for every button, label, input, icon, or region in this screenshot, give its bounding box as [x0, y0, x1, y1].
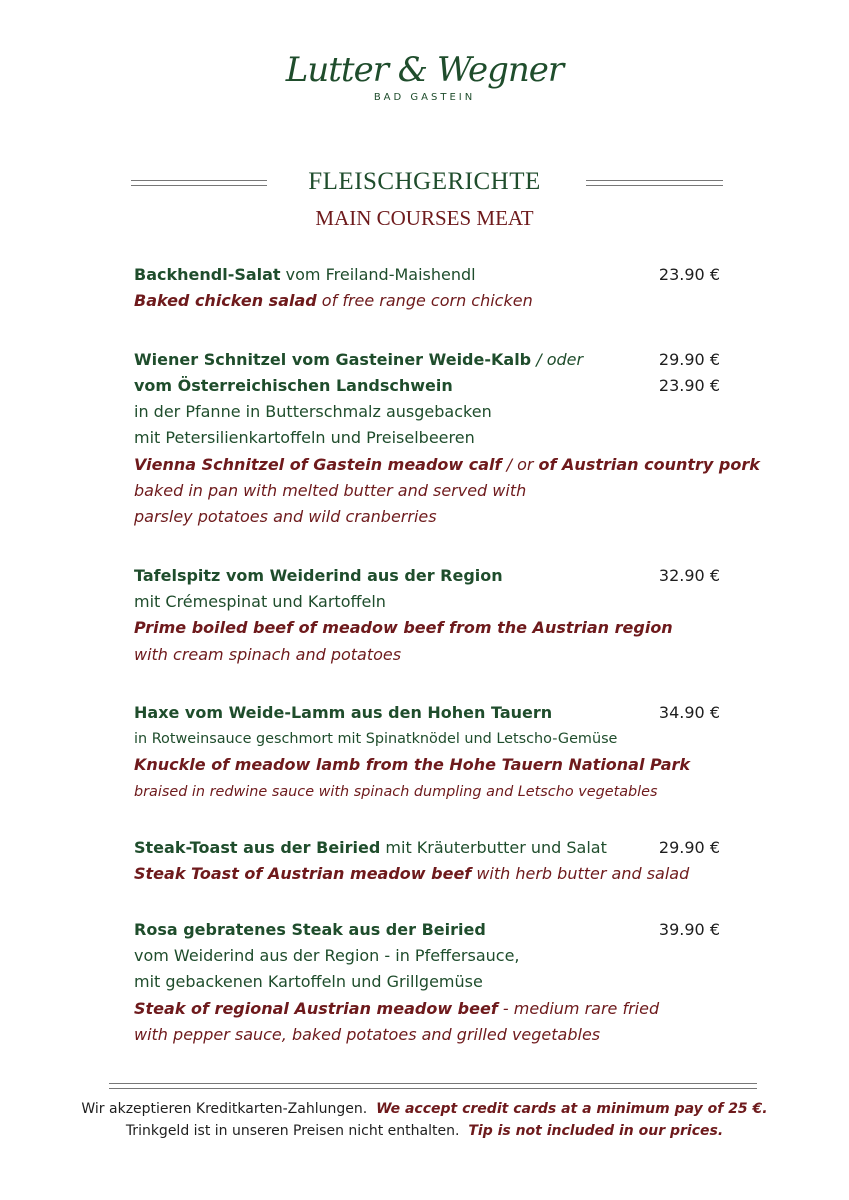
item-name-de: Steak-Toast aus der Beiried — [134, 838, 381, 858]
item-desc-de: vom Weiderind aus der Region - in Pfeffersauce, — [134, 945, 520, 965]
item-price: 29.90 € — [658, 838, 720, 858]
footer-rule — [109, 1083, 757, 1089]
item-desc-de: in Rotweinsauce geschmort mit Spinatknödel und Letscho-Gemüse — [134, 731, 618, 748]
item-de-line — [134, 835, 720, 861]
item-en-line — [134, 288, 720, 314]
item-name-en: Steak of regional Austrian meadow beef — [134, 998, 498, 1018]
footer-notice — [0, 1098, 849, 1142]
menu-list — [134, 262, 760, 1048]
item-desc-en: of free range corn chicken — [316, 291, 533, 311]
item-desc-de: mit Kräuterbutter und Salat — [380, 838, 607, 858]
item-name-de: Backhendl-Salat — [134, 265, 281, 284]
item-price: 29.90 € — [658, 349, 720, 369]
item-name-de: Tafelspitz vom Weiderind aus der Region — [134, 565, 503, 585]
item-desc-de: mit Crémespinat und Kartoffeln — [134, 591, 386, 611]
item-price: 23.90 € — [658, 375, 720, 395]
item-desc-en: - medium rare fried — [497, 998, 660, 1018]
item-de-line — [134, 373, 720, 399]
item-desc-en: with cream spinach and potatoes — [134, 644, 402, 664]
item-desc-en: baked in pan with melted butter and served with — [134, 481, 527, 501]
item-name-de: Rosa gebratenes Steak aus der Beiried — [134, 919, 486, 939]
item-name-de: vom Österreichischen Landschwein — [134, 375, 453, 395]
item-price: 32.90 € — [658, 565, 720, 585]
item-desc-de: mit gebackenen Kartoffeln und Grillgemüse — [134, 972, 483, 992]
item-desc-de: / oder — [531, 349, 584, 369]
item-name-en: Steak Toast of Austrian meadow beef — [134, 864, 472, 884]
item-en-line — [134, 452, 760, 478]
item-price: 34.90 € — [658, 702, 720, 722]
item-name-de: Haxe vom Weide-Lamm aus den Hohen Tauern — [134, 702, 553, 722]
menu-item-tafelspitz — [134, 563, 720, 668]
item-de-line — [134, 917, 720, 943]
item-desc-en: braised in redwine sauce with spinach dumpling and Letscho vegetables — [134, 783, 658, 800]
item-de-line — [134, 262, 720, 288]
menu-item-steak-toast — [134, 835, 720, 888]
item-desc-de: in der Pfanne in Butterschmalz ausgebacken — [134, 402, 492, 422]
item-desc-en: with herb butter and salad — [471, 864, 690, 884]
item-name-en: Baked chicken salad — [134, 291, 317, 311]
item-en-line — [134, 752, 720, 778]
menu-item-wiener-schnitzel — [134, 347, 760, 531]
item-desc-en: parsley potatoes and wild cranberries — [134, 507, 437, 527]
item-name-en: of Austrian country pork — [538, 454, 760, 474]
footer-tip-de: Trinkgeld ist in unseren Preisen nicht enthalten. — [125, 1123, 460, 1139]
item-name-en: Vienna Schnitzel of Gastein meadow calf — [134, 454, 502, 474]
item-de-line — [134, 700, 720, 726]
section-title-de: FLEISCHGERICHTE — [308, 168, 541, 195]
item-desc-de: mit Petersilienkartoffeln und Preiselbeeren — [134, 428, 475, 448]
item-de-line — [134, 563, 720, 589]
item-price: 23.90 € — [658, 265, 720, 284]
item-name-en: Prime boiled beef of meadow beef from the Austrian region — [134, 618, 673, 638]
item-desc-en: / or — [501, 454, 539, 474]
item-desc-de: vom Freiland-Maishendl — [280, 265, 476, 284]
footer-line-credit-cards — [0, 1098, 849, 1120]
item-name-de: Wiener Schnitzel vom Gasteiner Weide-Kalb — [134, 349, 532, 369]
menu-item-backhendl-salat — [134, 262, 720, 315]
footer-credit-de: Wir akzeptieren Kreditkarten-Zahlungen. — [81, 1101, 368, 1117]
item-name-en: Knuckle of meadow lamb from the Hohe Tauern National Park — [134, 755, 691, 775]
logo-location: BAD GASTEIN — [373, 92, 476, 103]
footer-credit-en: We accept credit cards at a minimum pay of 25 €. — [376, 1101, 768, 1117]
item-price: 39.90 € — [658, 919, 720, 939]
item-en-line — [134, 861, 720, 887]
brand-logo — [0, 50, 849, 103]
item-de-line — [134, 347, 720, 373]
item-en-line — [134, 996, 720, 1022]
footer-line-tip — [0, 1120, 849, 1142]
menu-item-rosa-steak — [134, 917, 720, 1048]
item-desc-en: with pepper sauce, baked potatoes and grilled vegetables — [134, 1024, 601, 1044]
section-title-en: MAIN COURSES MEAT — [315, 206, 534, 230]
logo-wordmark: Lutter & Wegner — [285, 50, 564, 90]
footer-tip-en: Tip is not included in our prices. — [468, 1123, 724, 1139]
section-heading — [0, 166, 849, 233]
item-en-line — [134, 615, 720, 641]
menu-item-haxe-lamm — [134, 700, 720, 805]
